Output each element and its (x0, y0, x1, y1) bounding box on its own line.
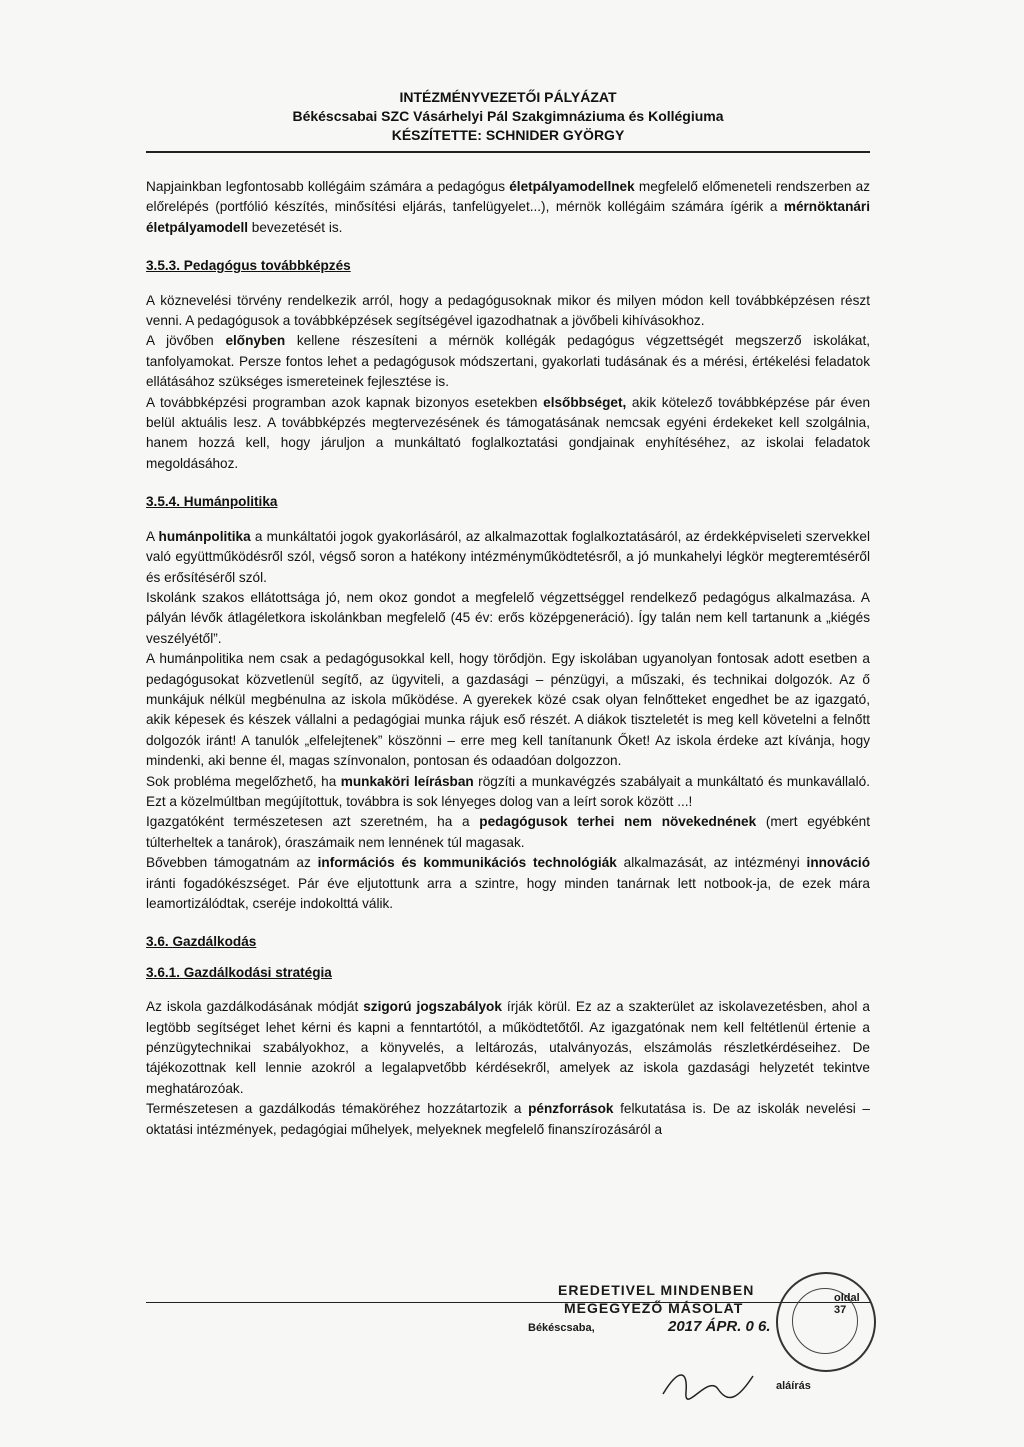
header-author: KÉSZÍTETTE: SCHNIDER GYÖRGY (391, 127, 625, 143)
paragraph-9: Igazgatóként természetesen azt szeretném, ha a pedagógusok terhei nem növekednének (mert egyébként túlterheltek a tanárok), óraszámaik nem lennének túl magasak. (146, 814, 871, 850)
paragraph-1: Napjainkban legfontosabb kollégáim számára a pedagógus életpályamodellnek megfelelő előmeneteli rendszerben az előrelépés (portfólió készítés, minősítési eljárás, tanfelügyelet...), mérnök kollégáim számára ígérik a mérnöktanári életpályamodell bevezetését is. (146, 179, 870, 235)
document-header (146, 88, 870, 145)
section-heading-3-5-4: 3.5.4. Humánpolitika (146, 494, 278, 510)
stamp-date: 2017 ÁPR. 0 6. (668, 1318, 771, 1335)
stamp-page-note: oldal 37 (834, 1292, 860, 1316)
paragraph-7: A humánpolitika nem csak a pedagógusokkal kell, hogy törődjön. Egy iskolában ugyanolyan fontosak adott esetben a pedagógusokat közvetlenül segítő, az ügyviteli, a gazdasági – pénzügyi, a műszaki, és technikai dolgozók. Az ő munkájuk nélkül megbénulna az iskola működése. A gyerekek közé csak olyan felnőtteket engedhet be az igazgató, akik képesek és készek vállalni a pedagógiai munka rájuk eső részét. A diákok tiszteletét is meg kell követelni a felnőtt dolgozók iránt! A tanulók „elfelejtenek” köszönni – erre meg kell tanítanunk Őket! Az iskola érdeke azt kívánja, hogy mindenki, aki benne él, magas színvonalon, pontosan és odaadóan dolgozzon. (146, 651, 870, 769)
paragraph-11: Az iskola gazdálkodásának módját szigorú jogszabályok írják körül. Ez az a szakterület az iskolavezetésben, ahol a legtöbb segítséget lehet kérni és kapni a fenntartótól, a működtetőtől. Az igazgatónak nem kell feltétlenül értenie a pénzügytechnikai szabályokhoz, a könyvelés, a leltározás, utalványozás, elszámolás részletkérdéseihez. De tájékozottnak kell lennie azokról a legalapvetőbb kérdésekről, amelyek az iskola gazdasági helyzetét tekintve meghatározóak. (146, 999, 870, 1096)
section-heading-3-6-1: 3.6.1. Gazdálkodási stratégia (146, 964, 332, 980)
certification-stamp (528, 1268, 878, 1418)
signature-icon (658, 1364, 778, 1404)
paragraph-6: Iskolánk szakos ellátottsága jó, nem okoz gondot a megfelelő végzettséggel rendelkező pedagógus alkalmazása. A pályán lévők átlagéletkora iskolánkban megfelelő (45 év: erős középgeneráció). Így talán nem kell tartanunk a „kiégés veszélyétől”. (146, 589, 870, 646)
paragraph-5: A humánpolitika a munkáltatói jogok gyakorlásáról, az alkalmazottak foglalkoztatásáról, az érdekképviseleti szervekkel való együttműködésről szól, végső soron a hatékony intézményműködtetésről, a jó munkahelyi légkör megteremtéséről és erősítéséről szól. (146, 528, 871, 585)
round-seal-icon (776, 1272, 876, 1372)
stamp-sign-label: aláírás (776, 1380, 811, 1392)
stamp-line-1: EREDETIVEL MINDENBEN (558, 1282, 755, 1298)
stamp-line-2: MEGEGYEZŐ MÁSOLAT (564, 1300, 744, 1316)
paragraph-3: A jövőben előnyben kellene részesíteni a mérnök kollégák pedagógus végzettségét megszerző iskolákat, tanfolyamokat. Persze fontos lehet a pedagógusok módszertani, gyakorlati tudásának és a mérési, értékelési feladatok ellátásához szükséges ismereteinek fejlesztése is. (146, 333, 870, 390)
header-title: INTÉZMÉNYVEZETŐI PÁLYÁZAT (399, 89, 617, 105)
paragraph-4: A továbbképzési programban azok kapnak bizonyos esetekben elsőbbséget, akik kötelező továbbképzése pár éven belül aktuális lesz. A továbbképzés megtervezésének és támogatásának nemcsak egyéni érdekeket kell szolgálnia, hanem hozzá kell, hogy járuljon a munkáltató foglalkoztatási gondjainak enyhítéséhez, az iskolai feladatok megoldásához. (146, 394, 870, 471)
header-rule (146, 151, 870, 153)
paragraph-12: Természetesen a gazdálkodás témaköréhez hozzátartozik a pénzforrások felkutatása is. De az iskolák nevelési – oktatási intézmények, pedagógiai műhelyek, melyeknek megfelelő finanszírozásáról a (146, 1101, 870, 1137)
document-body (146, 177, 870, 1140)
header-school: Békéscsabai SZC Vásárhelyi Pál Szakgimnáziuma és Kollégiuma (292, 108, 724, 124)
paragraph-2: A köznevelési törvény rendelkezik arról, hogy a pedagógusoknak mikor és milyen módon kell továbbképzésen részt venni. A pedagógusok a továbbképzések segítségével igazodhatnak a jövőbeli kihívásokhoz. (146, 292, 870, 329)
stamp-place: Békéscsaba, (528, 1322, 595, 1334)
paragraph-10: Bővebben támogatnám az információs és kommunikációs technológiák alkalmazását, az intézményi innováció iránti fogadókészséget. Pár éve eljutottunk arra a szintre, hogy minden tanárnak lett notbook-ja, de ezek mára leamortizálódtak, cseréje indokolttá válik. (146, 855, 870, 911)
section-heading-3-6: 3.6. Gazdálkodás (146, 934, 257, 950)
section-heading-3-5-3: 3.5.3. Pedagógus továbbképzés (146, 258, 351, 274)
paragraph-8: Sok probléma megelőzhető, ha munkaköri leírásban rögzíti a munkavégzés szabályait a munkáltató és munkavállaló. Ezt a közelmúltban megújítottuk, továbbra is sok lényeges dolog van a leírt sorok között ...! (146, 773, 870, 809)
document-page (146, 88, 870, 1140)
